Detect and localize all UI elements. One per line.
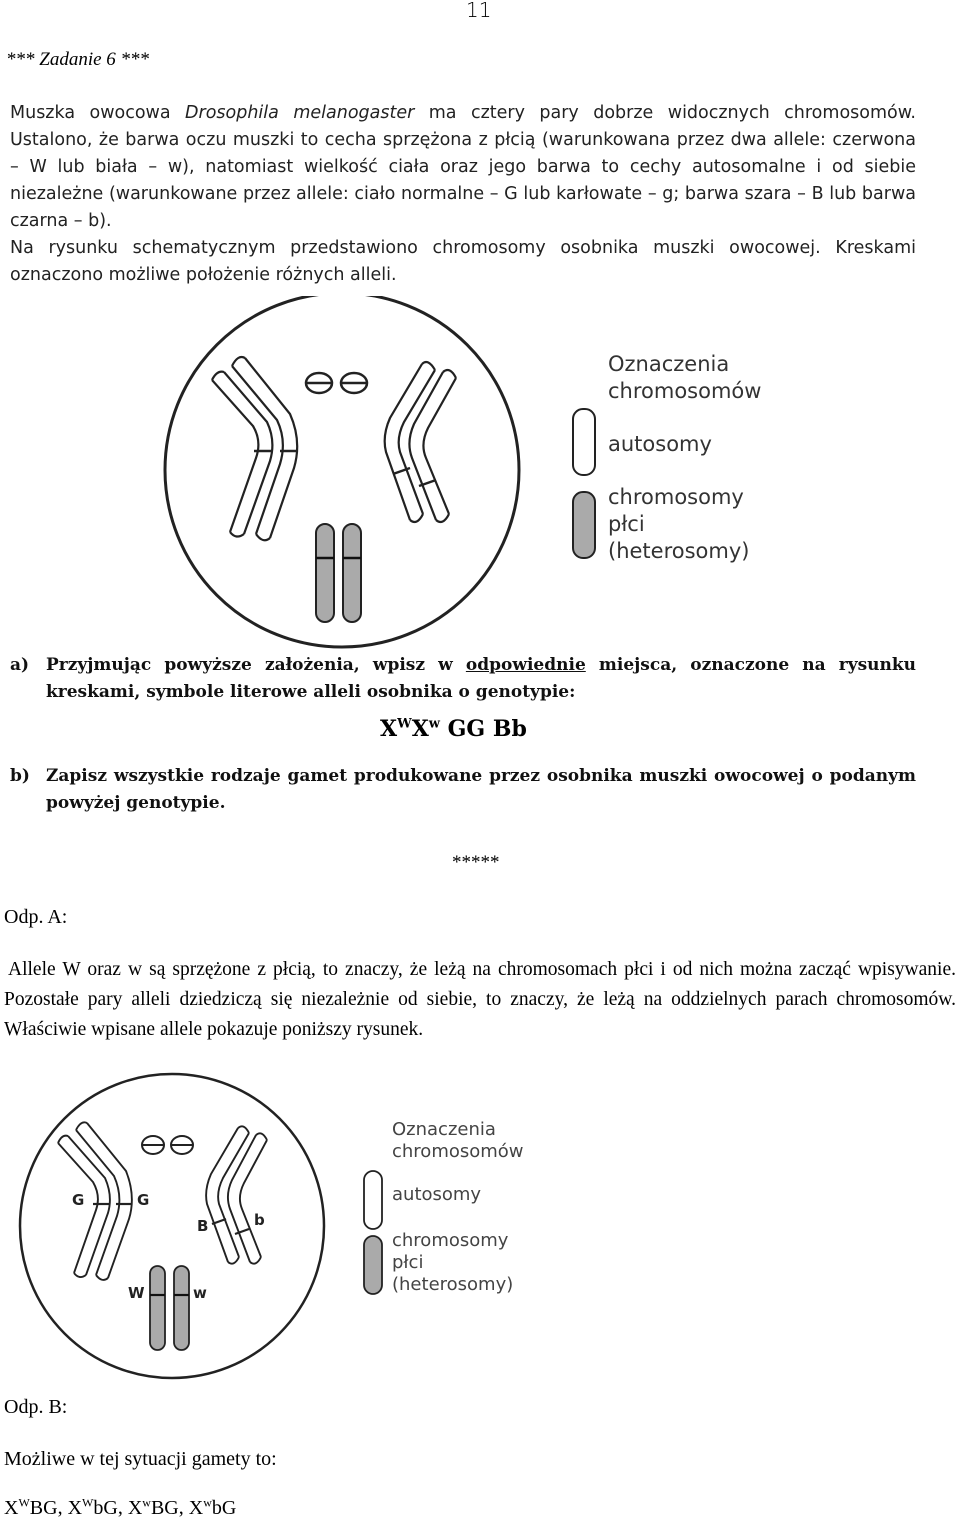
answer-b-intro: Możliwe w tej sytuacji gamety to: (4, 1448, 277, 1470)
allele-label-B: B (197, 1217, 209, 1235)
underlined-word: odpowiednie (465, 655, 586, 675)
question-a-text-2: miejsca, oznaczone na rysunku kreskami, symbole literowe alleli osobnika o genotypie: (46, 655, 916, 702)
legend-title-1: Oznaczenia (392, 1119, 496, 1140)
question-b (10, 763, 916, 817)
answer-a-text (4, 955, 956, 1045)
allele-label-b: b (254, 1211, 265, 1229)
legend-title-1: Oznaczenia (608, 352, 730, 376)
allele-label-W: W (128, 1284, 145, 1302)
genotype (380, 716, 527, 742)
genotype-sup-W: W (397, 716, 412, 732)
legend-autosome-swatch (364, 1171, 382, 1229)
legend-sex-1: chromosomy (608, 485, 744, 509)
genotype-x2: X (411, 716, 429, 742)
legend-sex-2: płci (608, 512, 645, 536)
gamete: $X^wbG$ (188, 1495, 237, 1519)
cell-outline (20, 1074, 324, 1378)
gamete: $X^wBG$ (127, 1495, 179, 1519)
allele-label-G-left: G (72, 1191, 85, 1209)
legend-autosomes: autosomy (608, 432, 712, 456)
task-intro (10, 100, 916, 289)
species-name: Drosophila melanogaster (185, 103, 415, 123)
question-a-label: a) (10, 655, 30, 675)
separator: ***** (452, 852, 500, 873)
legend-heterosome-swatch (364, 1236, 382, 1294)
question-b-text: Zapisz wszystkie rodzaje gamet produkowane przez osobnika muszki owocowej o podanym powyżej genotypie. (46, 766, 916, 813)
task-title: *** Zadanie 6 *** (6, 49, 150, 70)
question-a (10, 652, 916, 706)
legend-sex-3: (heterosomy) (608, 539, 750, 563)
gamete: $X^WbG$ (67, 1495, 118, 1519)
legend-autosomes: autosomy (392, 1184, 482, 1205)
legend-heterosome-swatch (573, 492, 595, 558)
chromosome-diagram-question (160, 296, 780, 652)
legend-title-2: chromosomów (608, 379, 762, 403)
legend-autosome-swatch (573, 409, 595, 475)
intro-text-b: ma cztery pary dobrze widocznych chromosomów. Ustalono, że barwa oczu muszki to cecha sprzężona z płcią (warunkowana przez dwa allele: czerwona – W lub biała – w), natomiast wielkość ciała oraz jego barwa to cechy autosomalne i od siebie niezależne (warunkowane przez allele: ciało normalne – G lub karłowate – g; barwa szara – B lub barwa czarna – b). (10, 103, 916, 231)
genotype-x1: X (380, 716, 398, 742)
question-a-text (46, 652, 916, 706)
gamete-list: $X^WBG$, $X^WbG$, $X^wBG$, $X^wbG$ (4, 1495, 237, 1519)
legend-sex-1: chromosomy (392, 1230, 509, 1251)
intro-text-a: Muszka owocowa (10, 103, 186, 123)
answer-a-label: Odp. A: (4, 906, 68, 928)
allele-label-G-right: G (137, 1191, 150, 1209)
answer-a-paragraph: Allele W oraz w są sprzężone z płcią, to znaczy, że leżą na chromosomach płci i od nich można zacząć wpisywanie. Pozostałe pary alleli dziedziczą się niezależnie od siebie, to znaczy, że leżą na oddzielnych parach chromosomów. Właściwie wpisane allele pokazuje poniższy rysunek. (4, 959, 956, 1040)
intro-paragraph-2: Na rysunku schematycznym przedstawiono chromosomy osobnika muszki owocowej. Kreskami oznaczono możliwe położenie różnych alleli. (10, 238, 916, 285)
gamete: $X^WBG$ (4, 1495, 58, 1519)
legend-title-2: chromosomów (392, 1141, 524, 1162)
intro-paragraph-1 (10, 100, 916, 235)
legend-sex-3: (heterosomy) (392, 1274, 514, 1295)
page-number: 11 (466, 0, 492, 22)
question-a-text-1: Przyjmując powyższe założenia, wpisz w (46, 655, 466, 675)
genotype-rest: GG Bb (439, 716, 527, 742)
genotype-sup-w: w (428, 716, 440, 732)
allele-label-w: w (193, 1284, 207, 1302)
answer-b-label: Odp. B: (4, 1396, 68, 1418)
chromosome-diagram-answer (0, 1068, 540, 1384)
question-b-label: b) (10, 766, 30, 786)
legend-sex-2: płci (392, 1252, 424, 1273)
